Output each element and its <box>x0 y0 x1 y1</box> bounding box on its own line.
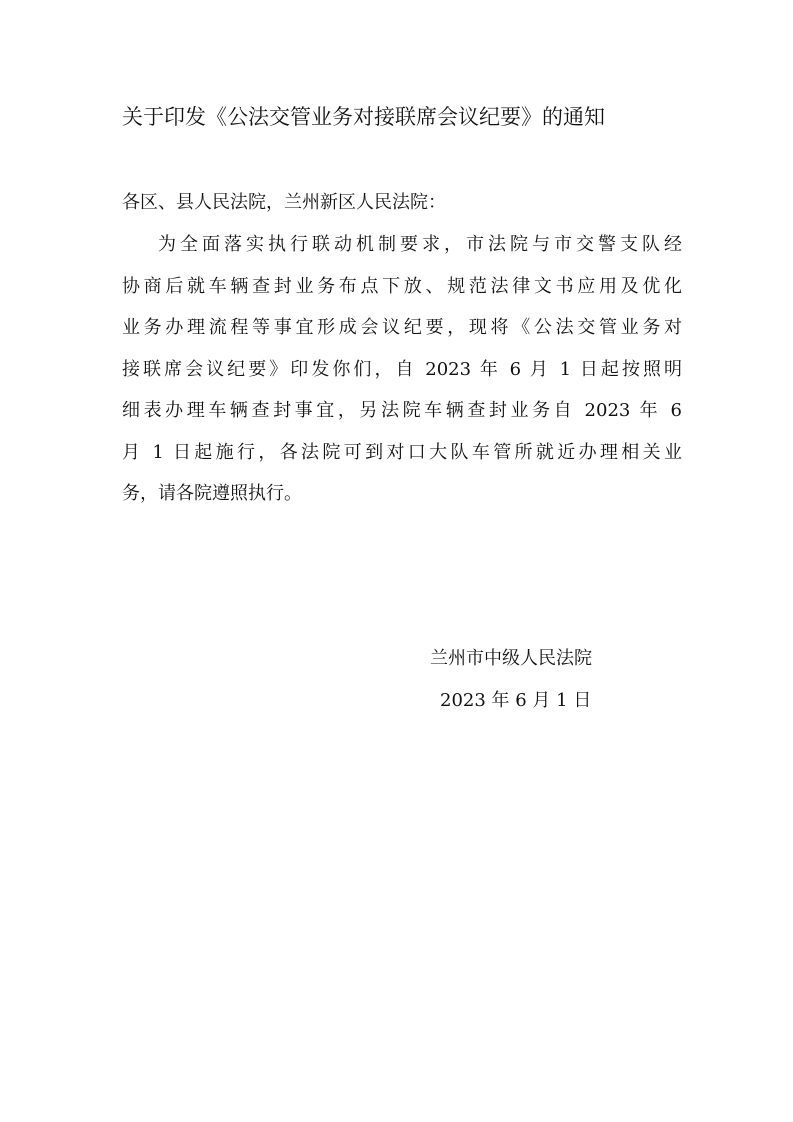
issuer-signature: 兰州市中级人民法院 <box>430 648 592 669</box>
body-line-5: 细表办理车辆查封事宜，另法院车辆查封业务自 2023 年 6 <box>122 400 682 421</box>
body-line-6: 月 1 日起施行，各法院可到对口大队车管所就近办理相关业 <box>122 441 682 463</box>
issue-date: 2023 年 6 月 1 日 <box>440 690 592 711</box>
body-line-4: 接联席会议纪要》印发你们，自 2023 年 6 月 1 日起按照明 <box>122 358 682 380</box>
salutation: 各区、县人民法院，兰州新区人民法院： <box>122 192 446 213</box>
body-line-1: 为全面落实执行联动机制要求，市法院与市交警支队经 <box>158 234 682 255</box>
body-line-2: 协商后就车辆查封业务布点下放、规范法律文书应用及优化 <box>122 275 682 297</box>
document-title: 关于印发《公法交管业务对接联席会议纪要》的通知 <box>122 105 605 129</box>
body-line-3: 业务办理流程等事宜形成会议纪要，现将《公法交管业务对 <box>122 317 682 338</box>
body-paragraph <box>122 229 682 520</box>
body-line-7: 务，请各院遵照执行。 <box>122 483 302 504</box>
